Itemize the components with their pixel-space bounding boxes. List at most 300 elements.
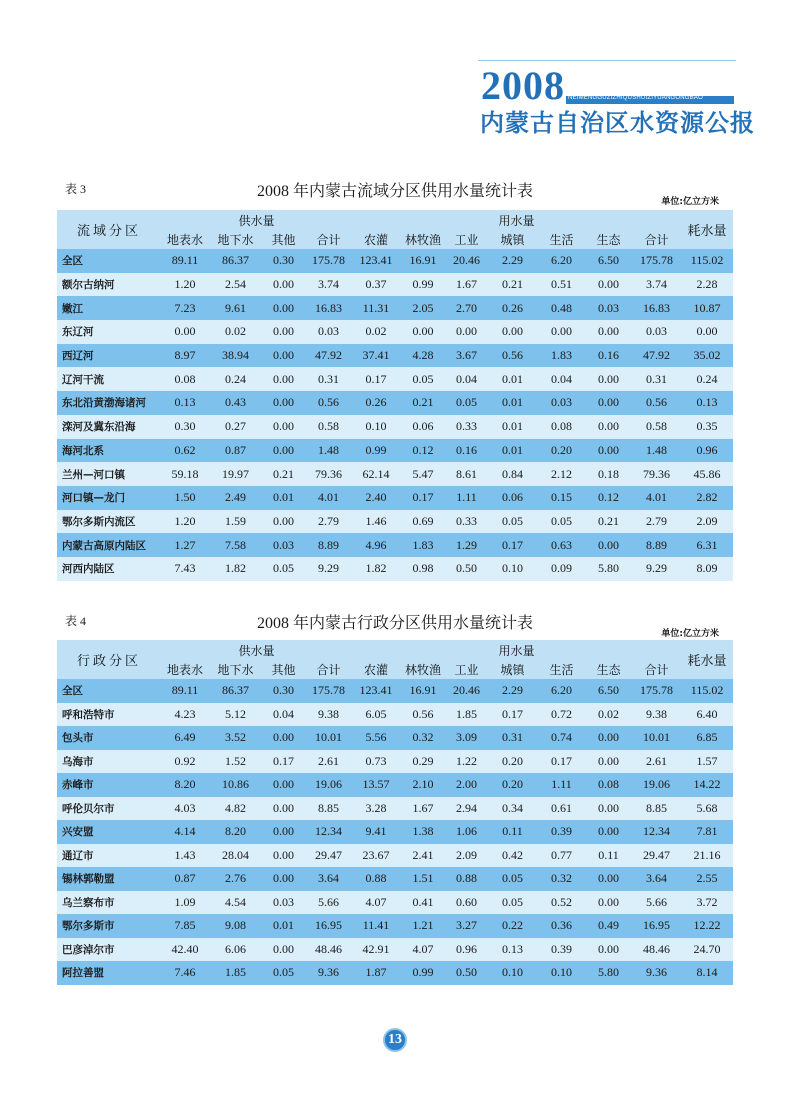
table3-use-group: 用水量: [352, 210, 681, 230]
table-cell: 59.18: [161, 462, 209, 486]
table-cell: 0.00: [487, 320, 538, 344]
table-cell: 12.34: [632, 820, 681, 844]
row-name: 河西内陆区: [57, 557, 161, 581]
table-cell: 19.97: [209, 462, 262, 486]
table-cell: 7.58: [209, 533, 262, 557]
table-cell: 16.95: [305, 914, 352, 938]
column-header: 合计: [632, 660, 681, 679]
table-cell: 175.78: [305, 679, 352, 703]
table-cell: 0.05: [262, 557, 305, 581]
table-cell: 0.13: [161, 391, 209, 415]
table-cell: 6.06: [209, 938, 262, 962]
row-name: 东辽河: [57, 320, 161, 344]
table-cell: 0.00: [262, 844, 305, 868]
column-header: 工业: [446, 230, 487, 249]
table-cell: 6.05: [352, 703, 400, 727]
table-cell: 0.33: [446, 415, 487, 439]
table-cell: 38.94: [209, 344, 262, 368]
table3-body: [57, 249, 733, 581]
table-cell: 0.05: [446, 391, 487, 415]
table-cell: 10.86: [209, 773, 262, 797]
table-cell: 0.73: [352, 750, 400, 774]
table-cell: 0.20: [487, 773, 538, 797]
table-cell: 0.05: [487, 891, 538, 915]
table-cell: 0.87: [209, 439, 262, 463]
table-cell: 7.81: [681, 820, 733, 844]
table-cell: 0.92: [161, 750, 209, 774]
table4-unit: 单位:亿立方米: [661, 629, 719, 639]
table4: [57, 640, 733, 985]
row-name: 全区: [57, 249, 161, 273]
table-cell: 2.09: [446, 844, 487, 868]
table-cell: 19.06: [305, 773, 352, 797]
table-cell: 7.43: [161, 557, 209, 581]
table-cell: 1.27: [161, 533, 209, 557]
table-row: [57, 320, 733, 344]
table-cell: 23.67: [352, 844, 400, 868]
table-cell: 79.36: [305, 462, 352, 486]
column-header: 城镇: [487, 660, 538, 679]
table-cell: 0.00: [585, 415, 632, 439]
table-cell: 9.38: [305, 703, 352, 727]
table-row: [57, 703, 733, 727]
table-cell: 2.94: [446, 797, 487, 821]
table-cell: 0.04: [262, 703, 305, 727]
table-cell: 0.56: [487, 344, 538, 368]
table-cell: 8.89: [632, 533, 681, 557]
column-header: 生活: [538, 660, 585, 679]
table-cell: 1.67: [446, 273, 487, 297]
table-cell: 0.00: [585, 391, 632, 415]
table-cell: 0.74: [538, 726, 585, 750]
table-cell: 1.38: [400, 820, 446, 844]
row-name: 辽河干流: [57, 367, 161, 391]
table-cell: 5.47: [400, 462, 446, 486]
table-cell: 3.67: [446, 344, 487, 368]
table-cell: 10.87: [681, 296, 733, 320]
table-cell: 8.20: [161, 773, 209, 797]
table-cell: 0.01: [487, 391, 538, 415]
table-cell: 24.70: [681, 938, 733, 962]
table-cell: 1.11: [446, 486, 487, 510]
table-cell: 8.20: [209, 820, 262, 844]
table-cell: 9.61: [209, 296, 262, 320]
table-cell: 0.00: [262, 296, 305, 320]
table-cell: 10.01: [632, 726, 681, 750]
table-cell: 0.51: [538, 273, 585, 297]
table-cell: 1.52: [209, 750, 262, 774]
table-cell: 3.27: [446, 914, 487, 938]
column-header: 生活: [538, 230, 585, 249]
table-cell: 0.00: [262, 415, 305, 439]
table-row: [57, 391, 733, 415]
table-cell: 20.46: [446, 249, 487, 273]
table-cell: 175.78: [632, 679, 681, 703]
table-cell: 0.56: [305, 391, 352, 415]
table-cell: 37.41: [352, 344, 400, 368]
column-header: 生态: [585, 660, 632, 679]
table-cell: 2.29: [487, 249, 538, 273]
table-cell: 0.00: [262, 820, 305, 844]
column-header: 地下水: [209, 660, 262, 679]
table-cell: 2.79: [632, 510, 681, 534]
table-row: [57, 891, 733, 915]
table-cell: 9.36: [632, 961, 681, 985]
column-header: 工业: [446, 660, 487, 679]
table4-use-group: 用水量: [352, 640, 681, 660]
table-cell: 0.26: [352, 391, 400, 415]
table-cell: 0.87: [161, 867, 209, 891]
table-cell: 0.00: [262, 867, 305, 891]
table-cell: 0.56: [632, 391, 681, 415]
table-cell: 123.41: [352, 249, 400, 273]
table-cell: 0.16: [585, 344, 632, 368]
table-cell: 8.09: [681, 557, 733, 581]
table-cell: 5.56: [352, 726, 400, 750]
table-cell: 4.07: [400, 938, 446, 962]
row-name: 乌海市: [57, 750, 161, 774]
table-cell: 5.80: [585, 961, 632, 985]
table-cell: 5.12: [209, 703, 262, 727]
table-row: [57, 557, 733, 581]
table-cell: 0.05: [538, 510, 585, 534]
table-cell: 5.66: [305, 891, 352, 915]
table-cell: 0.48: [538, 296, 585, 320]
table-cell: 2.10: [400, 773, 446, 797]
table-cell: 0.01: [487, 439, 538, 463]
table-cell: 2.05: [400, 296, 446, 320]
table-cell: 0.08: [161, 367, 209, 391]
table-row: [57, 486, 733, 510]
table-cell: 0.98: [400, 557, 446, 581]
table-cell: 1.06: [446, 820, 487, 844]
table-cell: 0.00: [538, 320, 585, 344]
table-cell: 0.30: [262, 249, 305, 273]
table-cell: 0.02: [209, 320, 262, 344]
table-cell: 0.00: [262, 726, 305, 750]
table-cell: 0.84: [487, 462, 538, 486]
table3-label: 表 3: [65, 182, 87, 196]
table-cell: 4.03: [161, 797, 209, 821]
table-cell: 0.30: [262, 679, 305, 703]
table-cell: 2.49: [209, 486, 262, 510]
column-header: 城镇: [487, 230, 538, 249]
table-cell: 0.52: [538, 891, 585, 915]
page-header: [0, 0, 800, 140]
table-cell: 0.00: [262, 938, 305, 962]
table-cell: 0.00: [585, 820, 632, 844]
table-cell: 0.21: [487, 273, 538, 297]
table-cell: 29.47: [305, 844, 352, 868]
table-cell: 21.16: [681, 844, 733, 868]
publication-title: 内蒙古自治区水资源公报: [480, 109, 755, 137]
table-cell: 0.00: [585, 797, 632, 821]
table-cell: 8.14: [681, 961, 733, 985]
table-cell: 0.77: [538, 844, 585, 868]
table-cell: 0.17: [262, 750, 305, 774]
table-cell: 0.10: [487, 557, 538, 581]
table4-rowhdr: 行政分区: [57, 640, 161, 679]
table-cell: 79.36: [632, 462, 681, 486]
table-cell: 4.96: [352, 533, 400, 557]
table-cell: 0.29: [400, 750, 446, 774]
table-cell: 1.85: [446, 703, 487, 727]
table-cell: 0.17: [352, 367, 400, 391]
table-cell: 0.00: [262, 367, 305, 391]
table-cell: 0.12: [585, 486, 632, 510]
table-cell: 0.03: [585, 296, 632, 320]
table-row: [57, 510, 733, 534]
table-cell: 0.50: [446, 557, 487, 581]
table-cell: 2.61: [632, 750, 681, 774]
table-cell: 0.13: [681, 391, 733, 415]
table-cell: 0.05: [487, 867, 538, 891]
row-name: 内蒙古高原内陆区: [57, 533, 161, 557]
table-cell: 7.46: [161, 961, 209, 985]
row-name: 包头市: [57, 726, 161, 750]
table-cell: 0.49: [585, 914, 632, 938]
table-cell: 0.00: [262, 510, 305, 534]
table-row: [57, 273, 733, 297]
table3: [57, 210, 733, 581]
row-name: 河口镇—龙门: [57, 486, 161, 510]
table-cell: 1.46: [352, 510, 400, 534]
table-cell: 1.51: [400, 867, 446, 891]
table-cell: 0.03: [262, 533, 305, 557]
column-header: 地下水: [209, 230, 262, 249]
row-name: 锡林郭勒盟: [57, 867, 161, 891]
table-cell: 9.29: [305, 557, 352, 581]
table-cell: 6.20: [538, 679, 585, 703]
table-cell: 7.85: [161, 914, 209, 938]
table-cell: 4.07: [352, 891, 400, 915]
table-cell: 0.02: [352, 320, 400, 344]
table-cell: 0.39: [538, 820, 585, 844]
table-cell: 48.46: [632, 938, 681, 962]
row-name: 兴安盟: [57, 820, 161, 844]
column-header: 合计: [305, 230, 352, 249]
table-cell: 0.72: [538, 703, 585, 727]
table-cell: 0.06: [400, 415, 446, 439]
table-cell: 6.49: [161, 726, 209, 750]
row-name: 通辽市: [57, 844, 161, 868]
table-cell: 0.24: [681, 367, 733, 391]
table-cell: 6.50: [585, 249, 632, 273]
table-cell: 0.58: [305, 415, 352, 439]
table-cell: 0.24: [209, 367, 262, 391]
table-cell: 5.80: [585, 557, 632, 581]
table-cell: 0.00: [585, 750, 632, 774]
table-cell: 0.99: [352, 439, 400, 463]
table-cell: 1.83: [400, 533, 446, 557]
table-cell: 86.37: [209, 679, 262, 703]
table-cell: 0.88: [352, 867, 400, 891]
table3-consumption-header: 耗水量: [681, 210, 733, 249]
table-cell: 6.31: [681, 533, 733, 557]
table-cell: 3.64: [305, 867, 352, 891]
column-header: 林牧渔: [400, 230, 446, 249]
row-name: 海河北系: [57, 439, 161, 463]
table-cell: 0.00: [585, 320, 632, 344]
table-cell: 0.01: [487, 415, 538, 439]
table-cell: 0.00: [262, 797, 305, 821]
column-header: 其他: [262, 230, 305, 249]
table-cell: 8.85: [632, 797, 681, 821]
table-cell: 0.08: [538, 415, 585, 439]
table-cell: 0.00: [585, 938, 632, 962]
table4-supply-group: 供水量: [161, 640, 352, 660]
table-cell: 0.04: [446, 367, 487, 391]
table-cell: 0.37: [352, 273, 400, 297]
table-cell: 0.96: [681, 439, 733, 463]
table-cell: 3.64: [632, 867, 681, 891]
table-cell: 0.01: [262, 486, 305, 510]
table-cell: 2.00: [446, 773, 487, 797]
column-header: 合计: [305, 660, 352, 679]
table-row: [57, 439, 733, 463]
table-cell: 0.58: [632, 415, 681, 439]
table-cell: 0.62: [161, 439, 209, 463]
table-cell: 3.52: [209, 726, 262, 750]
table-cell: 6.20: [538, 249, 585, 273]
table-cell: 0.32: [538, 867, 585, 891]
table-cell: 115.02: [681, 679, 733, 703]
table-row: [57, 679, 733, 703]
table4-label: 表 4: [65, 614, 87, 628]
table-cell: 11.41: [352, 914, 400, 938]
table-cell: 14.22: [681, 773, 733, 797]
table-cell: 2.40: [352, 486, 400, 510]
table-cell: 0.69: [400, 510, 446, 534]
table-cell: 0.03: [538, 391, 585, 415]
table3-block: [57, 178, 733, 588]
table-cell: 2.12: [538, 462, 585, 486]
table-cell: 89.11: [161, 249, 209, 273]
table-row: [57, 533, 733, 557]
table-row: [57, 938, 733, 962]
table-row: [57, 914, 733, 938]
table-cell: 0.96: [446, 938, 487, 962]
table-cell: 11.31: [352, 296, 400, 320]
table4-consumption-header: 耗水量: [681, 640, 733, 679]
table-row: [57, 820, 733, 844]
column-header: 其他: [262, 660, 305, 679]
table-cell: 1.59: [209, 510, 262, 534]
table-cell: 0.43: [209, 391, 262, 415]
table-cell: 2.70: [446, 296, 487, 320]
table-cell: 10.01: [305, 726, 352, 750]
table-row: [57, 726, 733, 750]
table-cell: 12.34: [305, 820, 352, 844]
table-cell: 0.17: [400, 486, 446, 510]
column-header: 农灌: [352, 660, 400, 679]
table-row: [57, 462, 733, 486]
table-cell: 9.29: [632, 557, 681, 581]
table-cell: 0.31: [632, 367, 681, 391]
header-rule: [478, 60, 736, 61]
column-header: 合计: [632, 230, 681, 249]
table-cell: 0.42: [487, 844, 538, 868]
table-cell: 0.39: [538, 938, 585, 962]
table-cell: 0.32: [400, 726, 446, 750]
table-row: [57, 797, 733, 821]
table-cell: 0.50: [446, 961, 487, 985]
table-cell: 0.11: [487, 820, 538, 844]
table-cell: 6.40: [681, 703, 733, 727]
table-cell: 0.35: [681, 415, 733, 439]
table4-title: 2008 年内蒙古行政分区供用水量统计表: [256, 615, 533, 632]
table-row: [57, 296, 733, 320]
table-cell: 3.74: [305, 273, 352, 297]
page-number: 13: [383, 1028, 407, 1052]
table-cell: 0.00: [585, 867, 632, 891]
row-name: 额尔古纳河: [57, 273, 161, 297]
table3-unit: 单位:亿立方米: [661, 197, 719, 207]
table3-supply-group: 供水量: [161, 210, 352, 230]
table-cell: 2.09: [681, 510, 733, 534]
table4-body: [57, 679, 733, 985]
table-cell: 0.00: [681, 320, 733, 344]
table-cell: 86.37: [209, 249, 262, 273]
table-cell: 0.00: [585, 367, 632, 391]
table-cell: 1.22: [446, 750, 487, 774]
table-cell: 0.88: [446, 867, 487, 891]
table-cell: 28.04: [209, 844, 262, 868]
table-cell: 0.99: [400, 273, 446, 297]
table-cell: 29.47: [632, 844, 681, 868]
table-cell: 1.21: [400, 914, 446, 938]
table-cell: 2.61: [305, 750, 352, 774]
table-cell: 47.92: [305, 344, 352, 368]
table3-rowhdr: 流域分区: [57, 210, 161, 249]
column-header: 农灌: [352, 230, 400, 249]
table-cell: 16.91: [400, 249, 446, 273]
table-cell: 0.10: [538, 961, 585, 985]
row-name: 嫩江: [57, 296, 161, 320]
table-cell: 1.87: [352, 961, 400, 985]
column-header: 地表水: [161, 660, 209, 679]
row-name: 乌兰察布市: [57, 891, 161, 915]
row-name: 兰州—河口镇: [57, 462, 161, 486]
table-cell: 0.30: [161, 415, 209, 439]
table-cell: 0.17: [487, 703, 538, 727]
row-name: 西辽河: [57, 344, 161, 368]
table-cell: 0.04: [538, 367, 585, 391]
table-cell: 0.03: [262, 891, 305, 915]
table-cell: 9.36: [305, 961, 352, 985]
table-cell: 0.00: [262, 773, 305, 797]
table-cell: 1.09: [161, 891, 209, 915]
table-cell: 0.31: [305, 367, 352, 391]
table-cell: 9.08: [209, 914, 262, 938]
table-cell: 62.14: [352, 462, 400, 486]
table-cell: 0.12: [400, 439, 446, 463]
table-cell: 0.00: [262, 320, 305, 344]
table-cell: 0.17: [538, 750, 585, 774]
row-name: 东北沿黄渤海诸河: [57, 391, 161, 415]
table-cell: 2.82: [681, 486, 733, 510]
column-header: 地表水: [161, 230, 209, 249]
table-cell: 0.00: [161, 320, 209, 344]
table-cell: 0.61: [538, 797, 585, 821]
row-name: 呼和浩特市: [57, 703, 161, 727]
table-cell: 0.21: [400, 391, 446, 415]
table-cell: 3.74: [632, 273, 681, 297]
table-cell: 45.86: [681, 462, 733, 486]
table-cell: 0.20: [487, 750, 538, 774]
row-name: 赤峰市: [57, 773, 161, 797]
table-cell: 19.06: [632, 773, 681, 797]
